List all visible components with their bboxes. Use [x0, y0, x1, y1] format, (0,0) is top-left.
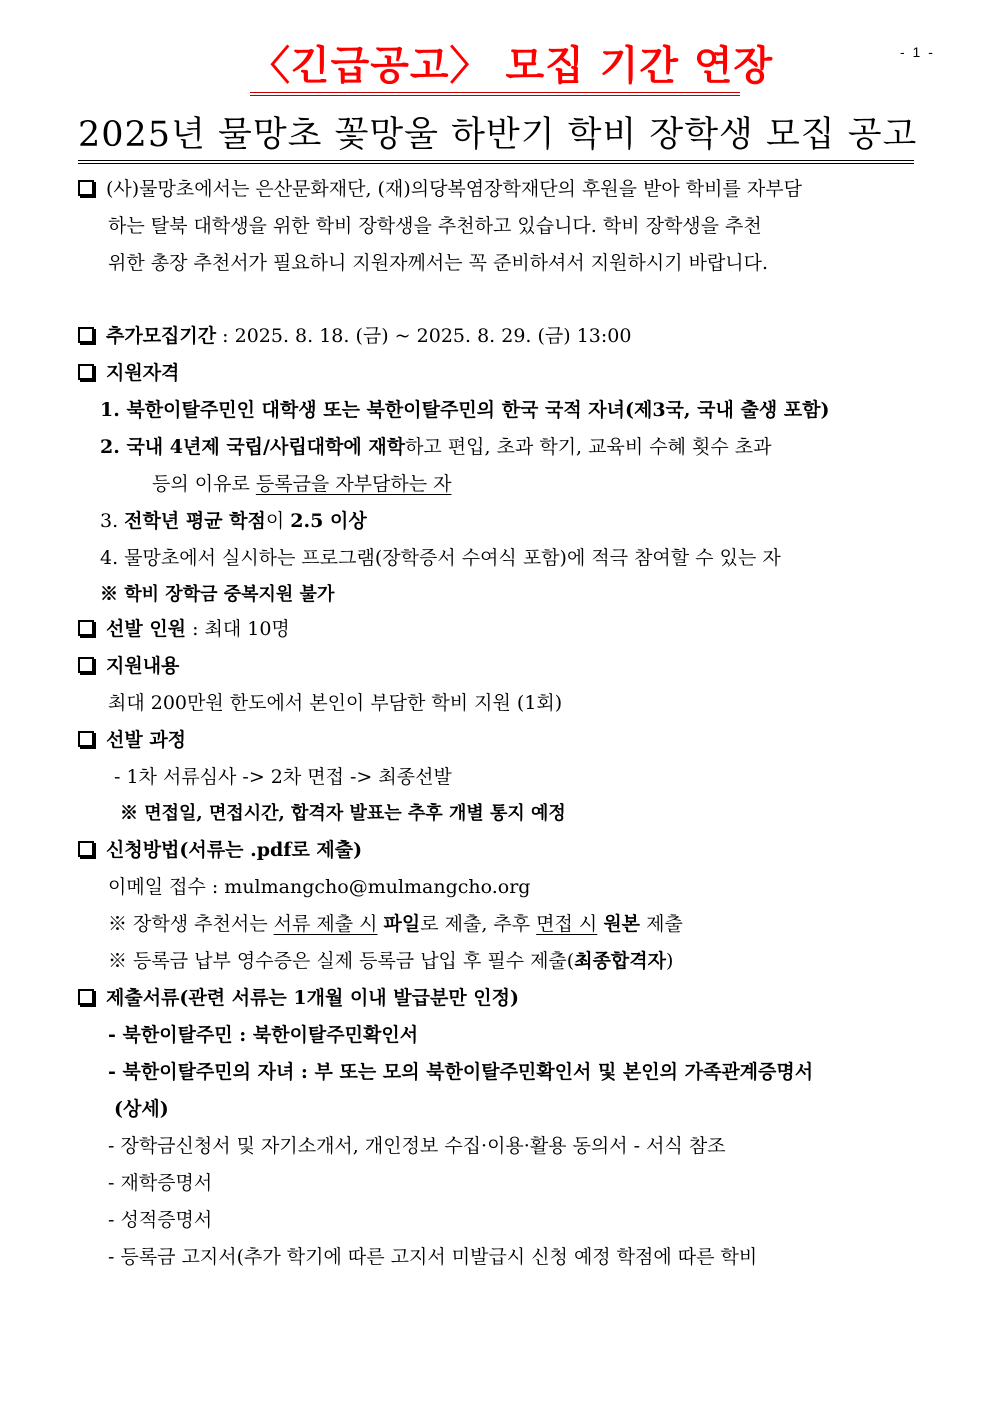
eligibility-item-2-cont	[152, 473, 451, 495]
note-text: ※ 등록금 납부 영수증은 실제 등록금 납입 후 필수 제출(	[108, 950, 575, 972]
item-text: 하고 편입, 초과 학기, 교육비 수혜 횟수 초과	[405, 436, 772, 458]
note-text: )	[666, 950, 674, 972]
page-number: - 1 -	[900, 44, 935, 60]
item-underlined-text: 등록금을 자부담하는 자	[255, 473, 452, 495]
email-label: 이메일 접수 :	[108, 876, 225, 898]
note-text: 로 제출, 추후	[420, 913, 537, 935]
selection-count-value: : 최대 10명	[186, 618, 290, 640]
item-bold-text: 국내 4년제 국립/사립대학에 재학	[126, 436, 406, 458]
document-item: - 등록금 고지서(추가 학기에 따른 고지서 미발급시 신청 예정 학점에 따른 학비	[108, 1246, 758, 1268]
eligibility-note: ※ 학비 장학금 중복지원 불가	[100, 584, 335, 605]
process-label: 선발 과정	[106, 729, 187, 751]
intro-line-1: (사)물망초에서는 은산문화재단, (재)의당복염장학재단의 후원을 받아 학비를 자부담	[106, 178, 802, 200]
note-bold-text: 최종합격자	[574, 950, 666, 972]
document-item: - 북한이탈주민 : 북한이탈주민확인서	[108, 1024, 419, 1046]
document-item: - 재학증명서	[108, 1172, 213, 1194]
recruitment-period	[78, 325, 631, 347]
process-note: ※ 면접일, 면접시간, 합격자 발표는 추후 개별 통지 예정	[120, 803, 566, 824]
documents-label: 제출서류(관련 서류는 1개월 이내 발급분만 인정)	[106, 987, 520, 1009]
application-note-1	[108, 913, 683, 935]
eligibility-label: 지원자격	[106, 362, 180, 384]
process-heading	[78, 729, 186, 751]
eligibility-item-1: 1. 북한이탈주민인 대학생 또는 북한이탈주민의 한국 국적 자녀(제3국, 국내 출생 포함)	[100, 399, 830, 421]
application-email-row	[108, 876, 530, 898]
checkbox-bullet-icon	[78, 731, 94, 747]
page-title: 2025년 물망초 꽃망울 하반기 학비 장학생 모집 공고	[78, 112, 914, 164]
checkbox-bullet-icon	[78, 180, 94, 196]
item-bold-text: 전학년 평균 학점	[124, 510, 266, 532]
eligibility-heading	[78, 362, 179, 384]
application-note-2	[108, 950, 673, 972]
application-label: 신청방법(서류는 .pdf로 제출)	[106, 839, 363, 861]
item-number: 3.	[100, 510, 125, 532]
document-item: - 북한이탈주민의 자녀 : 부 또는 모의 북한이탈주민확인서 및 본인의 가족관계증명서	[108, 1061, 814, 1083]
urgent-notice-title: 〈긴급공고〉 모집 기간 연장	[250, 42, 740, 96]
application-heading	[78, 839, 362, 861]
documents-heading	[78, 987, 519, 1009]
document-item-cont: (상세)	[114, 1098, 169, 1120]
note-underlined-text: 면접 시	[536, 913, 598, 935]
selection-count-label: 선발 인원	[106, 618, 187, 640]
note-bold-text: 원본	[603, 913, 641, 935]
email-address-link[interactable]: mulmangcho@mulmangcho.org	[224, 876, 531, 898]
support-label: 지원내용	[106, 655, 180, 677]
period-label: 추가모집기간	[106, 325, 217, 347]
item-text: 이	[265, 510, 291, 532]
note-text: ※ 장학생 추천서는	[108, 913, 274, 935]
eligibility-item-2	[100, 436, 771, 458]
note-text: 제출	[640, 913, 683, 935]
support-heading	[78, 655, 179, 677]
intro-line-3: 위한 총장 추천서가 필요하니 지원자께서는 꼭 준비하셔서 지원하시기 바랍니다.	[108, 252, 769, 274]
selection-count	[78, 618, 290, 640]
note-bold-text: 파일	[383, 913, 421, 935]
checkbox-bullet-icon	[78, 989, 94, 1005]
eligibility-item-4: 4. 물망초에서 실시하는 프로그램(장학증서 수여식 포함)에 적극 참여할 수 있는 자	[100, 547, 781, 569]
process-steps: - 1차 서류심사 -> 2차 면접 -> 최종선발	[114, 766, 452, 788]
document-item: - 성적증명서	[108, 1209, 213, 1231]
item-text: 등의 이유로	[152, 473, 256, 495]
checkbox-bullet-icon	[78, 364, 94, 380]
checkbox-bullet-icon	[78, 841, 94, 857]
checkbox-bullet-icon	[78, 327, 94, 343]
checkbox-bullet-icon	[78, 657, 94, 673]
period-value: : 2025. 8. 18. (금) ~ 2025. 8. 29. (금) 13:00	[216, 325, 632, 347]
document-item: - 장학금신청서 및 자기소개서, 개인정보 수집·이용·활용 동의서 - 서식 참조	[108, 1135, 726, 1157]
checkbox-bullet-icon	[78, 620, 94, 636]
intro-line-2: 하는 탈북 대학생을 위한 학비 장학생을 추천하고 있습니다. 학비 장학생을 추천	[108, 215, 762, 237]
eligibility-item-3	[100, 510, 367, 532]
intro-section	[78, 178, 802, 200]
note-underlined-text: 서류 제출 시	[273, 913, 378, 935]
support-value: 최대 200만원 한도에서 본인이 부담한 학비 지원 (1회)	[108, 692, 563, 714]
item-bold-text: 2.5 이상	[290, 510, 367, 532]
item-number: 2.	[100, 436, 127, 458]
